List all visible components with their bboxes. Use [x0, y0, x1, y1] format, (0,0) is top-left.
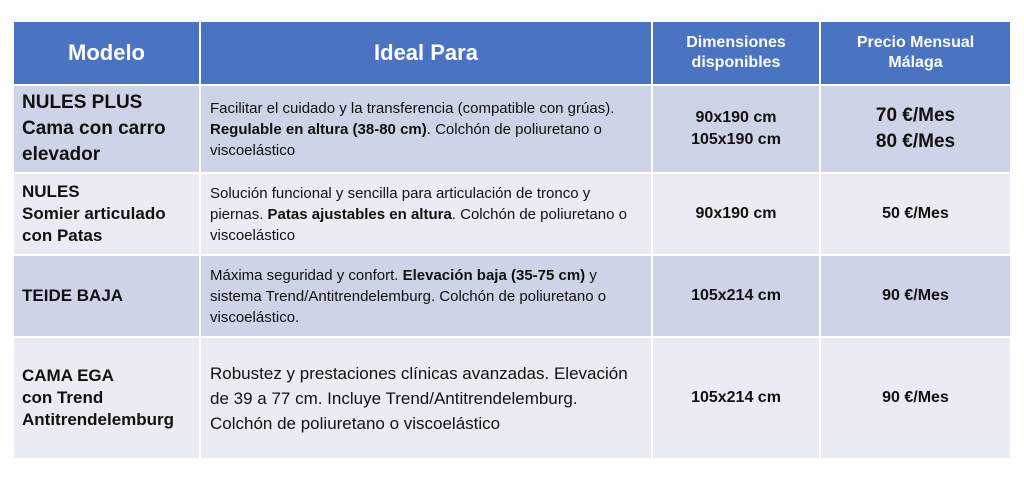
price-cell: [821, 86, 1010, 174]
description-text: [210, 183, 641, 246]
dimension-value: 105x214 cm: [691, 389, 781, 406]
price-value: 90 €/Mes: [882, 389, 949, 406]
dimensions-cell: [653, 256, 821, 338]
header-dimensiones: [653, 22, 821, 86]
description-pre: Máxima seguridad y confort.: [210, 266, 403, 284]
model-line: Somier articulado: [22, 204, 166, 223]
model-line: NULES PLUS: [22, 92, 143, 113]
description-pre: Robustez y prestaciones clínicas avanzadas. Elevación de 39 a 77 cm. Incluye Trend/Antitrendelemburg. Colchón de poliuretano o viscoelástico: [210, 363, 628, 433]
description-bold: Regulable en altura (38-80 cm): [210, 120, 427, 138]
price-value: 50 €/Mes: [882, 205, 949, 222]
model-line: TEIDE BAJA: [22, 286, 124, 305]
description-post: y sistema Trend/Antitrendelemburg. Colchón de poliuretano o viscoelástico.: [210, 266, 607, 326]
price-value: 80 €/Mes: [875, 131, 956, 152]
model-cell: [14, 338, 201, 460]
header-precio-line1: Precio Mensual: [856, 34, 975, 51]
dimensions-cell: [653, 174, 821, 256]
description-post: . Colchón de poliuretano o viscoelástico: [210, 205, 627, 244]
dimensions-cell: [653, 86, 821, 174]
model-cell: [14, 174, 201, 256]
header-precio: [821, 22, 1010, 86]
description-text: [210, 265, 641, 328]
price-cell: [821, 338, 1010, 460]
description-cell: [201, 86, 653, 174]
description-pre: Solución funcional y sencilla para articulación de tronco y piernas.: [210, 184, 591, 223]
description-text: [210, 98, 641, 161]
model-line: con Patas: [22, 226, 103, 245]
model-line: NULES: [22, 182, 80, 201]
header-precio-line2: Málaga: [888, 54, 943, 71]
dimension-value: 105x190 cm: [691, 131, 781, 148]
description-pre: Facilitar el cuidado y la transferencia (compatible con grúas).: [210, 99, 615, 117]
description-cell: [201, 338, 653, 460]
pricing-table: [14, 22, 1010, 460]
header-dimensiones-line1: Dimensiones: [686, 34, 786, 51]
model-cell: [14, 86, 201, 174]
description-bold: Elevación baja (35-75 cm): [402, 266, 586, 284]
header-dimensiones-line2: disponibles: [691, 54, 781, 71]
description-cell: [201, 174, 653, 256]
description-bold: Patas ajustables en altura: [267, 205, 452, 223]
model-cell: [14, 256, 201, 338]
header-modelo-label: Modelo: [68, 40, 145, 65]
model-line: Antitrendelemburg: [22, 410, 175, 429]
dimension-value: 105x214 cm: [691, 287, 781, 304]
model-line: CAMA EGA: [22, 366, 114, 385]
header-modelo: [14, 22, 201, 86]
price-value: 70 €/Mes: [875, 105, 956, 126]
model-line: Cama con carro: [22, 118, 166, 139]
model-line: con Trend: [22, 388, 104, 407]
description-post: . Colchón de poliuretano o viscoelástico: [210, 120, 602, 159]
dimension-value: 90x190 cm: [695, 205, 777, 222]
price-cell: [821, 174, 1010, 256]
price-value: 90 €/Mes: [882, 287, 949, 304]
dimensions-cell: [653, 338, 821, 460]
header-ideal-para-label: Ideal Para: [374, 40, 478, 65]
price-cell: [821, 256, 1010, 338]
dimension-value: 90x190 cm: [695, 109, 777, 126]
model-line: elevador: [22, 144, 101, 165]
description-cell: [201, 256, 653, 338]
header-ideal-para: [201, 22, 653, 86]
description-text: [210, 361, 641, 436]
